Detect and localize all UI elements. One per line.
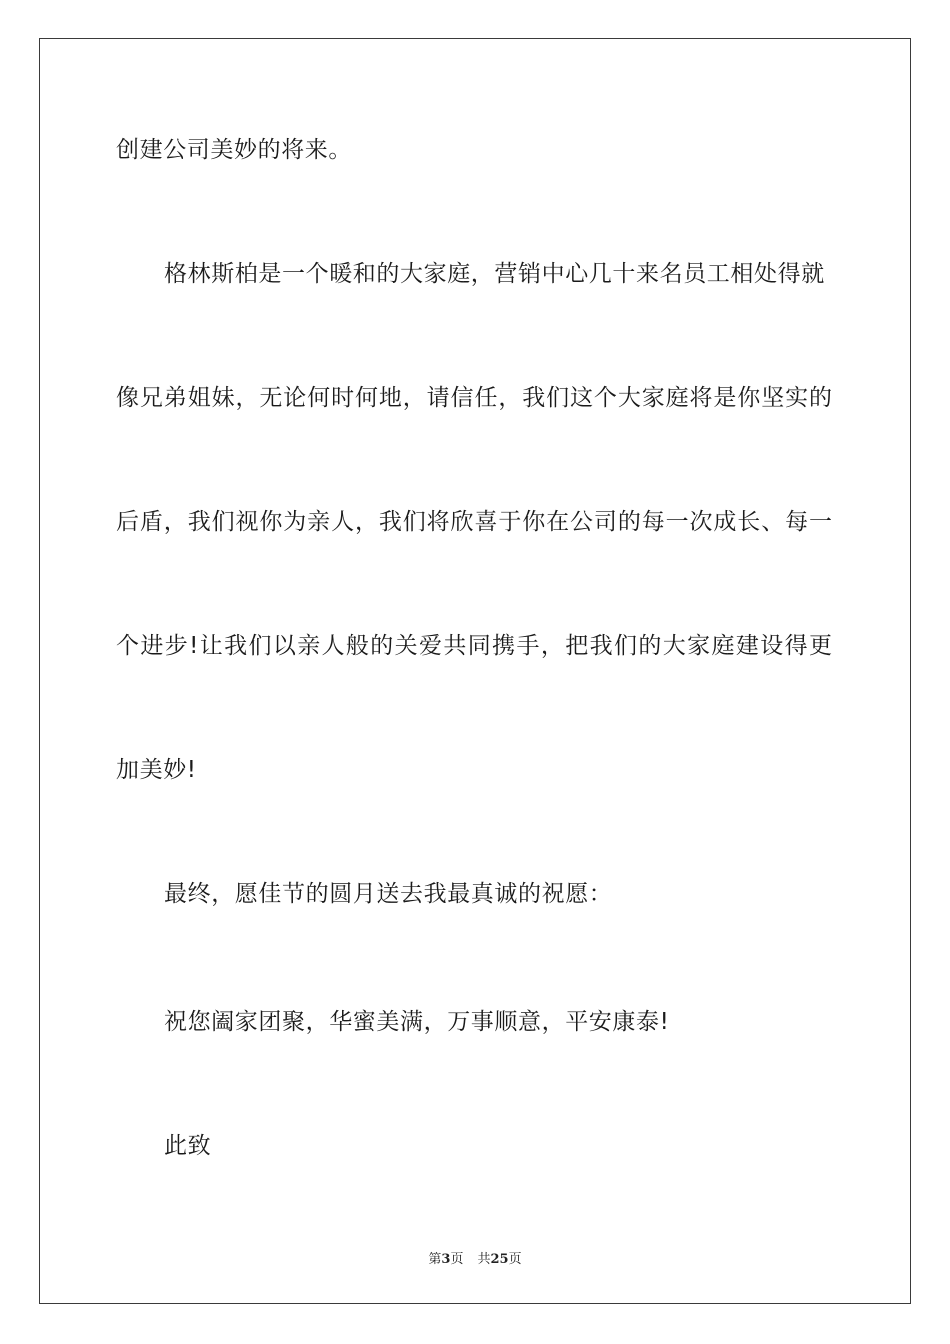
footer-page-suffix: 页: [450, 1252, 464, 1267]
page-footer: [0, 1248, 950, 1267]
body-line-8: 祝您阖家团聚，华蜜美满，万事顺意，平安康泰!: [164, 1009, 670, 1035]
body-line-3: 像兄弟姐妹，无论何时何地，请信任，我们这个大家庭将是你坚实的: [116, 385, 832, 411]
body-line-1: 创建公司美妙的将来。: [116, 137, 352, 163]
body-line-2: 格林斯柏是一个暖和的大家庭，营销中心几十来名员工相处得就: [164, 261, 825, 287]
body-line-7: 最终，愿佳节的圆月送去我最真诚的祝愿：: [164, 881, 613, 907]
footer-page-prefix: 第: [428, 1252, 442, 1267]
body-line-4: 后盾，我们视你为亲人，我们将欣喜于你在公司的每一次成长、每一: [116, 509, 832, 535]
footer-page-total: 25: [490, 1252, 509, 1267]
footer-total-suffix: 页: [508, 1252, 522, 1267]
body-line-5: 个进步!让我们以亲人般的关爱共同携手，把我们的大家庭建设得更: [116, 633, 832, 659]
footer-page-current: 3: [441, 1252, 451, 1267]
footer-total-prefix: 共: [477, 1252, 491, 1267]
body-line-6: 加美妙!: [116, 757, 197, 783]
page-border: [39, 38, 911, 1304]
body-line-9: 此致: [164, 1133, 212, 1159]
